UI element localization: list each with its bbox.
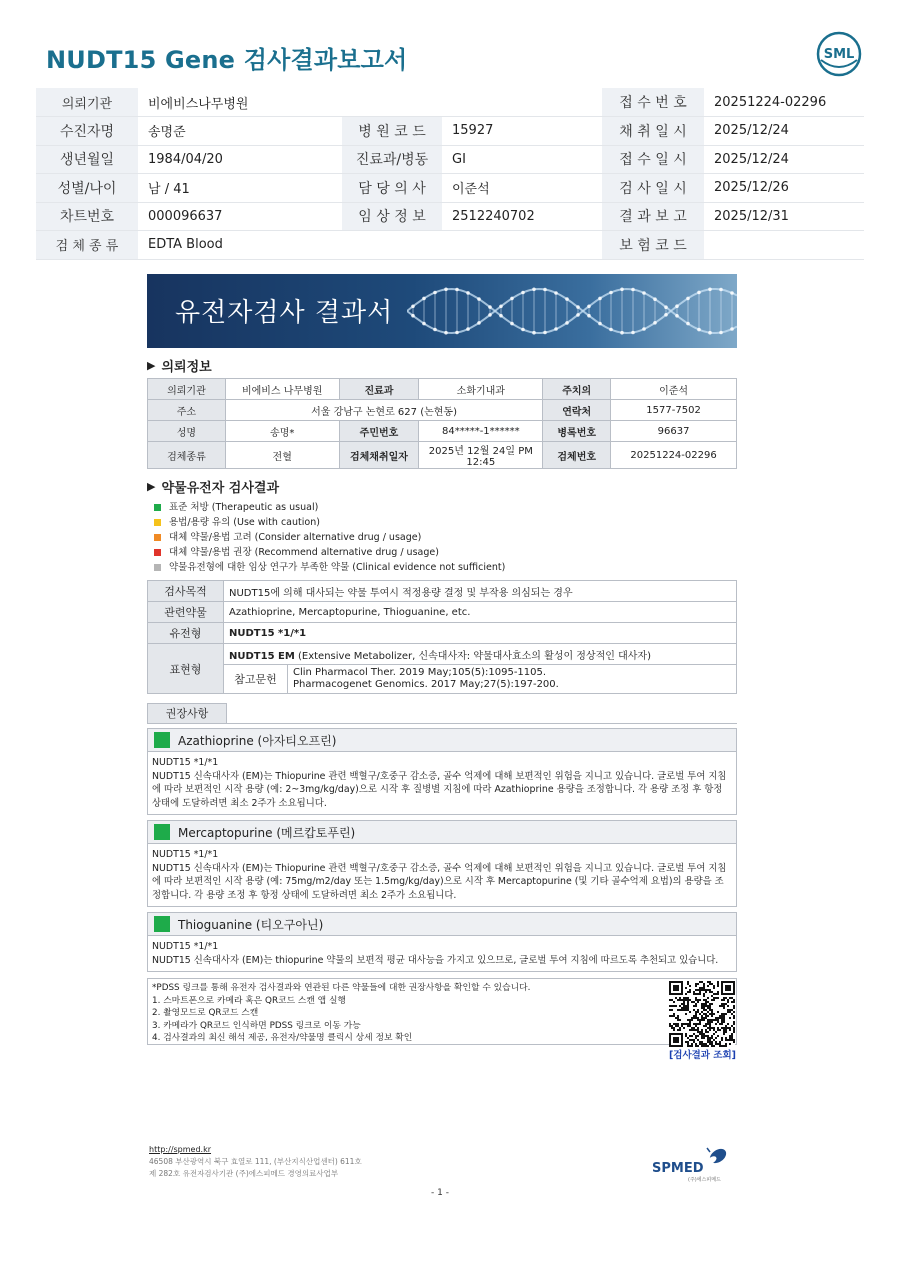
pdss-line: 4. 검사결과의 최신 해석 제공, 유전자/약물명 클릭시 상세 정보 확인 (152, 1033, 413, 1043)
dept-label: 진료과 (339, 379, 419, 400)
header-label: 접 수 일 시 (602, 145, 704, 174)
header-label: 접 수 번 호 (602, 88, 704, 117)
result-table (147, 580, 737, 694)
pgx-section-heading (147, 477, 737, 496)
legend-text: 대체 약물/용법 권장 (Recommend alternative drug / usage) (169, 547, 439, 558)
legend (147, 500, 737, 575)
header-empty (442, 231, 602, 260)
ref-value (288, 665, 737, 694)
specno-value: 20251224-02296 (611, 442, 737, 469)
header-value: 2025/12/26 (704, 174, 864, 203)
pdss-box (147, 978, 737, 1061)
header-value: 남 / 41 (138, 174, 342, 203)
green-square-icon (154, 916, 170, 932)
header-value: 이준석 (442, 174, 602, 203)
legend-item (147, 560, 737, 575)
legend-text: 대체 약물/용법 고려 (Consider alternative drug / usage) (169, 532, 422, 543)
request-section-title: 의뢰정보 (161, 360, 212, 375)
drug-genotype: NUDT15 *1/*1 (152, 941, 219, 952)
drug-name: Azathioprine (아자티오프린) (178, 733, 337, 748)
mrn-label: 병록번호 (543, 421, 611, 442)
header-value: 2025/12/31 (704, 202, 864, 231)
recommendations (147, 728, 737, 972)
header-value: 2025/12/24 (704, 117, 864, 146)
ref-1: Clin Pharmacol Ther. 2019 May;105(5):1095-1105. (293, 667, 547, 678)
legend-item (147, 500, 737, 515)
phenotype-value (224, 644, 737, 665)
report-body (147, 274, 737, 1061)
drug-recommendation (147, 912, 737, 972)
header-label: 보 험 코 드 (602, 231, 704, 260)
sml-logo (815, 30, 863, 78)
phenotype-bold: NUDT15 EM (229, 650, 295, 662)
rrn-value: 84*****-1****** (419, 421, 543, 442)
phenotype-label: 표현형 (148, 644, 224, 694)
legend-square-icon (154, 549, 161, 556)
purpose-label: 검사목적 (148, 581, 224, 602)
header-label: 수진자명 (36, 117, 138, 146)
spec-value: 전혈 (225, 442, 339, 469)
green-square-icon (154, 732, 170, 748)
header-value (704, 231, 864, 260)
legend-item (147, 530, 737, 545)
header-row (36, 174, 864, 203)
dna-helix-icon (407, 274, 737, 348)
drug-text: NUDT15 신속대사자 (EM)는 Thiopurine 관련 백혈구/호중구 감소증, 골수 억제에 대해 보편적인 위험을 지니고 있습니다. 글로벌 투여 지침에 따라 보편적인 시작 용량 (예: 75mg/m2/day 또는 1.5mg/kg/day)으로 시작 후 Mercaptopurine (및 기타 골수억제 요법)의 용량을 조정합니다. 각 용량 조정 후 항정 상태에 도달하려면 최소 2주가 소요됩니다. (152, 862, 727, 901)
drug-recommendation (147, 820, 737, 907)
legend-square-icon (154, 564, 161, 571)
request-section-heading (147, 356, 737, 375)
phenotype-desc: (Extensive Metabolizer, 신속대사자: 약물대사효소의 활성이 정상적인 대사자) (297, 650, 651, 662)
pdss-line: 2. 촬영모드로 QR코드 스캔 (152, 1008, 259, 1018)
header-label: 병 원 코 드 (342, 117, 442, 146)
header-label: 의뢰기관 (36, 88, 138, 117)
drugs-label: 관련약물 (148, 602, 224, 623)
header-row (36, 145, 864, 174)
pgx-section-title: 약물유전자 검사결과 (161, 481, 280, 496)
coll-value: 2025년 12월 24일 PM 12:45 (419, 442, 543, 469)
header-label: 생년월일 (36, 145, 138, 174)
pdss-line: 3. 카메라가 QR코드 인식하면 PDSS 링크로 이동 가능 (152, 1020, 361, 1031)
rrn-label: 주민번호 (339, 421, 419, 442)
page-number: - 1 - (431, 1188, 449, 1198)
footer-addr2: 제 282호 유전자검사기관 (주)에스피메드 경영의료사업부 (149, 1169, 339, 1178)
header-value: GI (442, 145, 602, 174)
legend-square-icon (154, 519, 161, 526)
header-value: 000096637 (138, 202, 342, 231)
coll-label: 검체채취일자 (339, 442, 419, 469)
ref-label: 참고문헌 (224, 665, 288, 694)
drug-header (147, 912, 737, 936)
header-label: 진료과/병동 (342, 145, 442, 174)
header-value: EDTA Blood (138, 231, 342, 260)
pdss-instructions (152, 982, 732, 1045)
report-banner (147, 274, 737, 348)
doctor-label: 주치의 (543, 379, 611, 400)
header-row (36, 117, 864, 146)
qr-caption[interactable]: [검사결과 조회] (668, 1050, 736, 1061)
drug-name: Thioguanine (티오구아닌) (178, 917, 324, 932)
recommendation-tab: 권장사항 (147, 703, 227, 723)
header-value: 비에비스나무병원 (138, 88, 342, 117)
spmed-sub: (주)에스피메드 (688, 1177, 721, 1183)
request-info-table (147, 378, 737, 469)
header-value: 2512240702 (442, 202, 602, 231)
doctor-value: 이준석 (611, 379, 737, 400)
recommendation-divider (147, 723, 737, 724)
drug-genotype: NUDT15 *1/*1 (152, 849, 219, 860)
header-label: 채 취 일 시 (602, 117, 704, 146)
addr-value: 서울 강남구 논현로 627 (논현동) (225, 400, 542, 421)
purpose-value: NUDT15에 의해 대사되는 약물 투여시 적정용량 결정 및 부작용 의심되는 경우 (224, 581, 737, 602)
legend-item (147, 515, 737, 530)
drug-text: NUDT15 신속대사자 (EM)는 Thiopurine 관련 백혈구/호중구 감소증, 골수 억제에 대해 보편적인 위험을 지니고 있습니다. 글로벌 투여 지침에 따라 보편적인 시작 용량 (예: 2~3mg/kg/day)으로 시작 후 질병별 지침에 따라 Azathioprine 용량을 조정합니다. 각 용량 조정 후 항정 상태에 도달하려면 최소 2주가 소요됩니다. (152, 770, 727, 809)
header-empty (342, 88, 442, 117)
header-value: 2025/12/24 (704, 145, 864, 174)
spmed-logo (652, 1144, 732, 1184)
header-value: 15927 (442, 117, 602, 146)
header-info-table (36, 88, 864, 260)
mrn-value: 96637 (611, 421, 737, 442)
drug-header (147, 820, 737, 844)
sml-logo-text: SML (823, 47, 855, 62)
drug-body (147, 752, 737, 815)
genotype-label: 유전형 (148, 623, 224, 644)
page-title: NUDT15 Gene 검사결과보고서 (46, 46, 408, 74)
drugs-value: Azathioprine, Mercaptopurine, Thioguanine, etc. (224, 602, 737, 623)
header-empty (442, 88, 602, 117)
header-label: 검 사 일 시 (602, 174, 704, 203)
drug-text: NUDT15 신속대사자 (EM)는 thiopurine 약물의 보편적 평균 대사능을 가지고 있으므로, 글로벌 투여 지침에 따르도록 추천되고 있습니다. (152, 954, 719, 966)
contact-label: 연락처 (543, 400, 611, 421)
pdss-line: *PDSS 링크를 통해 유전자 검사결과와 연관된 다른 약물들에 대한 권장사항을 확인할 수 있습니다. (152, 983, 531, 993)
footer-url[interactable]: http://spmed.kr (149, 1145, 212, 1154)
drug-genotype: NUDT15 *1/*1 (152, 757, 219, 768)
banner-title: 유전자검사 결과서 (175, 298, 394, 328)
legend-item (147, 545, 737, 560)
footer-addr1: 46508 부산광역시 북구 효열로 111, (부산지식산업센터) 611호 (149, 1157, 362, 1166)
legend-square-icon (154, 534, 161, 541)
header-value: 송명준 (138, 117, 342, 146)
inst-value: 비에비스 나무병원 (225, 379, 339, 400)
specno-label: 검체번호 (543, 442, 611, 469)
contact-value: 1577-7502 (611, 400, 737, 421)
header-label: 담 당 의 사 (342, 174, 442, 203)
legend-square-icon (154, 504, 161, 511)
header-value: 20251224-02296 (704, 88, 864, 117)
drug-name: Mercaptopurine (메르캅토푸린) (178, 825, 356, 840)
legend-text: 약물유전형에 대한 임상 연구가 부족한 약물 (Clinical evidence not sufficient) (169, 562, 506, 573)
header-label: 결 과 보 고 (602, 202, 704, 231)
green-square-icon (154, 824, 170, 840)
triangle-icon: ▶ (147, 480, 156, 493)
drug-body (147, 936, 737, 972)
drug-header (147, 728, 737, 752)
spmed-brand: SPMED (652, 1161, 704, 1176)
ref-2: Pharmacogenet Genomics. 2017 May;27(5):197-200. (293, 679, 559, 690)
header-label: 차트번호 (36, 202, 138, 231)
drug-recommendation (147, 728, 737, 815)
header-value: 1984/04/20 (138, 145, 342, 174)
genotype-value: NUDT15 *1/*1 (224, 623, 737, 644)
drug-body (147, 844, 737, 907)
header-row (36, 202, 864, 231)
legend-text: 표준 처방 (Therapeutic as usual) (169, 502, 319, 513)
addr-label: 주소 (148, 400, 226, 421)
footer (149, 1144, 362, 1180)
name-value: 송명* (225, 421, 339, 442)
inst-label: 의뢰기관 (148, 379, 226, 400)
legend-text: 용법/용량 유의 (Use with caution) (169, 517, 320, 528)
header-label: 검 체 종 류 (36, 231, 138, 260)
dept-value: 소화기내과 (419, 379, 543, 400)
triangle-icon: ▶ (147, 359, 156, 372)
name-label: 성명 (148, 421, 226, 442)
header-row (36, 88, 864, 117)
qr-code-icon[interactable] (669, 981, 735, 1047)
header-label: 임 상 정 보 (342, 202, 442, 231)
pdss-line: 1. 스마트폰으로 카메라 혹은 QR코드 스캔 앱 실행 (152, 995, 346, 1006)
spec-label: 검체종류 (148, 442, 226, 469)
header-label: 성별/나이 (36, 174, 138, 203)
header-row (36, 231, 864, 260)
header-empty (342, 231, 442, 260)
